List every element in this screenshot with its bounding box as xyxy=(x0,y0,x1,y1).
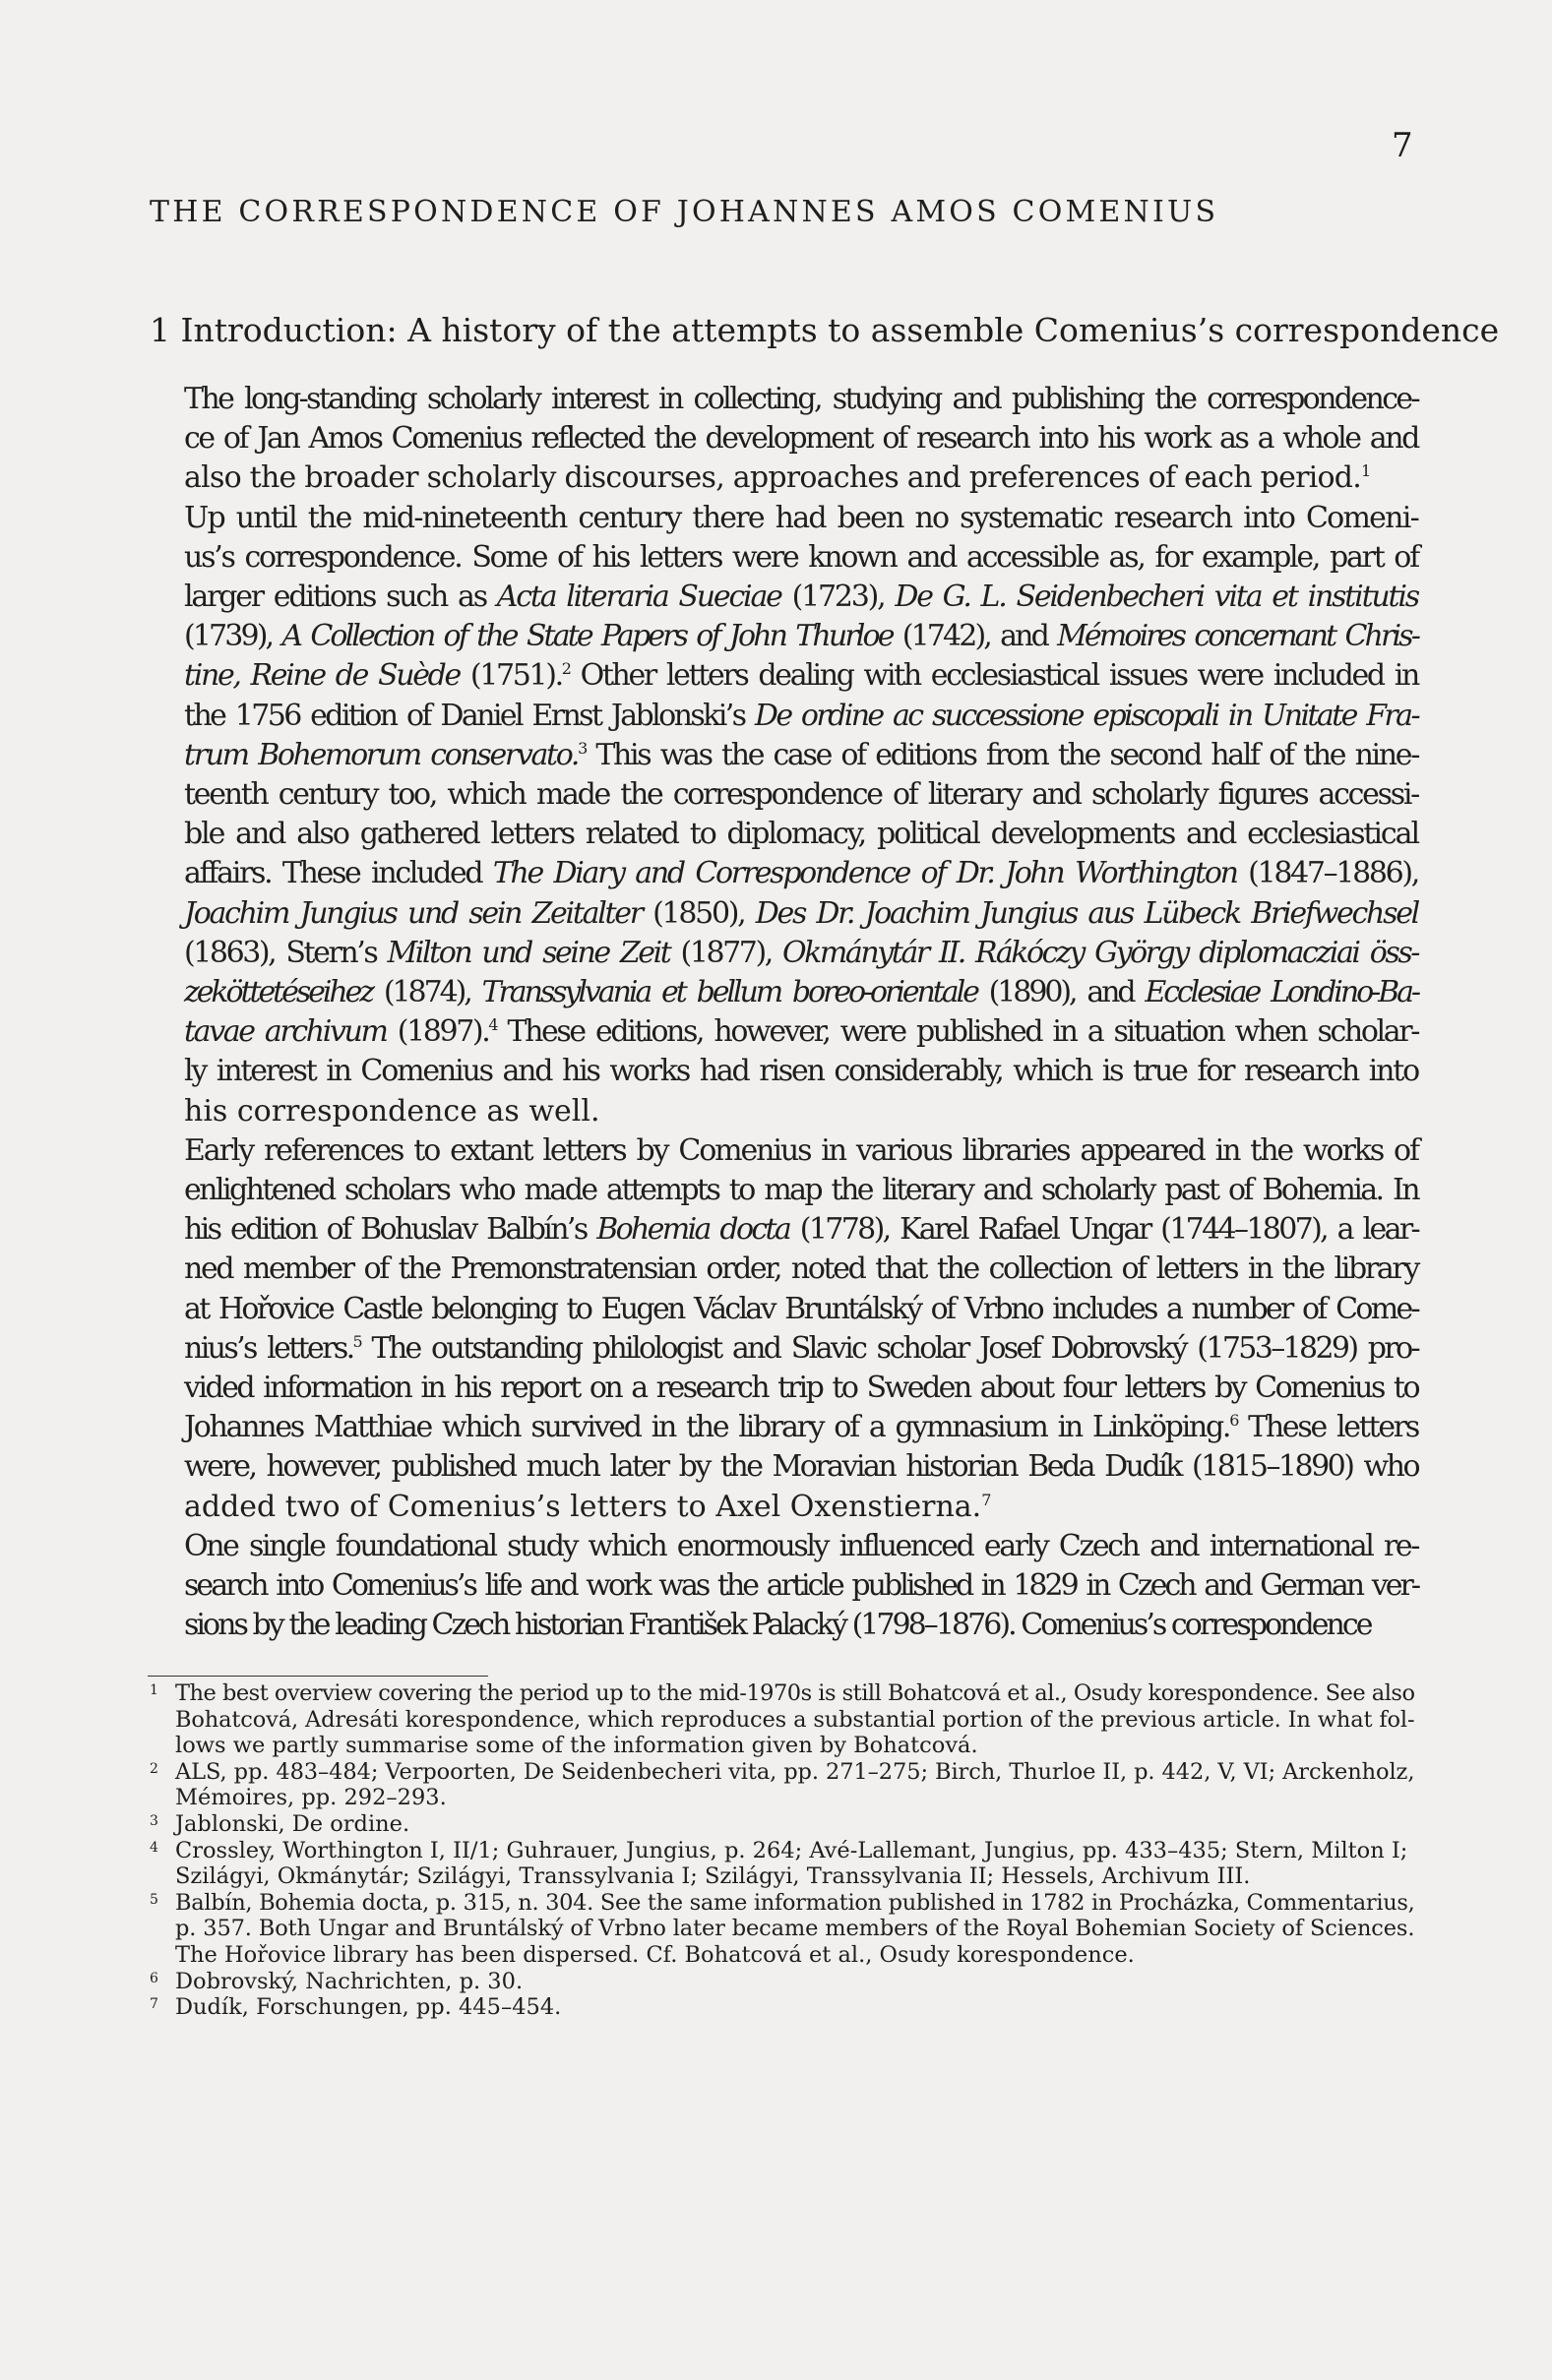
italic-title: trum Bohemorum conservato. xyxy=(184,737,579,772)
italic-title: De G. L. Seidenbecheri vita et institutis xyxy=(895,580,1419,615)
italic-title: Joachim Jungius und sein Zeitalter xyxy=(184,895,642,931)
footnote-line: The Hořovice library has been dispersed. Cf. Bohatcová et al., Osudy korespondence. xyxy=(175,1941,1135,1968)
footnote-divider xyxy=(148,1676,488,1677)
text-line xyxy=(145,1250,1418,1289)
text-line xyxy=(145,775,1418,815)
text-line xyxy=(145,1408,1418,1447)
footnote-line: The best overview covering the period up to the mid-1970s is still Bohatcová et al., Osudy korespondence. See also xyxy=(175,1680,1415,1706)
footnote-line: Dobrovský, Nachrichten, p. 30. xyxy=(175,1968,524,1994)
body-paragraph xyxy=(145,1527,1418,1646)
text-run: larger editions such as xyxy=(184,580,497,615)
body-paragraph xyxy=(145,1131,1418,1527)
text-run: (1778), Karel Rafael Ungar (1744–1807), a lear- xyxy=(789,1212,1419,1248)
footnote xyxy=(148,1994,1422,2021)
text-line xyxy=(145,1131,1418,1171)
italic-title: Transsylvania et bellum boreo-orientale xyxy=(481,975,977,1010)
text-line xyxy=(145,1329,1418,1369)
text-line xyxy=(145,736,1418,775)
footnote-marker: 6 xyxy=(1229,1411,1238,1431)
italic-title: A Collection of the State Papers of John Thurloe xyxy=(281,619,893,654)
text-line xyxy=(145,854,1418,893)
italic-title: tavae archivum xyxy=(184,1014,387,1050)
text-run: his correspondence as well. xyxy=(184,1093,600,1129)
italic-title: Bohemia docta xyxy=(596,1212,790,1248)
text-run: Johannes Matthiae which survived in the library of a gymnasium in Linköping. xyxy=(184,1410,1230,1445)
footnote-line: lows we partly summarise some of the information given by Bohatcová. xyxy=(175,1733,978,1759)
text-line xyxy=(145,1488,1418,1527)
text-run: nius’s letters. xyxy=(184,1330,353,1366)
text-run: vided information in his report on a research trip to Sweden about four letters by Comenius to xyxy=(184,1371,1418,1406)
text-line xyxy=(145,934,1418,973)
text-run: (1723), xyxy=(780,580,896,615)
body-paragraph xyxy=(145,380,1418,499)
text-run: (1863), Stern’s xyxy=(184,935,388,970)
footnote-line: p. 357. Both Ungar and Bruntálský of Vrbno later became members of the Royal Bohemian Society of Sciences. xyxy=(175,1916,1415,1942)
text-line xyxy=(145,578,1418,617)
text-line xyxy=(145,1210,1418,1250)
italic-title: Acta literaria Sueciae xyxy=(496,580,781,615)
text-line xyxy=(145,697,1418,736)
footnote-marker: 4 xyxy=(488,1015,497,1035)
text-run: affairs. These included xyxy=(184,856,493,891)
running-title: THE CORRESPONDENCE OF JOHANNES AMOS COMENIUS xyxy=(150,195,1219,229)
text-line xyxy=(145,458,1418,498)
footnote-line: Crossley, Worthington I, II/1; Guhrauer, Jungius, p. 264; Avé-Lallemant, Jungius, pp. 433–435; Stern, Milton I; xyxy=(175,1837,1408,1863)
text-line xyxy=(145,419,1418,458)
footnote xyxy=(148,1969,1422,1995)
text-run: The long-standing scholarly interest in collecting, studying and publishing the correspondence- xyxy=(184,382,1418,416)
text-run: The outstanding philologist and Slavic scholar Josef Dobrovský (1753–1829) pro- xyxy=(360,1330,1419,1366)
text-run: the 1756 edition of Daniel Ernst Jablonski’s xyxy=(184,698,755,733)
text-run: (1751). xyxy=(459,658,562,694)
text-run: ned member of the Premonstratensian order, noted that the collection of letters in the library xyxy=(184,1251,1418,1287)
footnote-line: Jablonski, De ordine. xyxy=(175,1810,410,1837)
text-run: (1890), and xyxy=(976,975,1146,1010)
footnote-marker: 5 xyxy=(352,1331,361,1351)
italic-title: De ordine ac successione episcopali in Unitate Fra- xyxy=(754,698,1418,733)
text-line xyxy=(145,1052,1418,1091)
text-run: This was the case of editions from the second half of the nine- xyxy=(585,737,1418,772)
text-line xyxy=(145,815,1418,854)
text-run: enlightened scholars who made attempts to map the literary and scholarly past of Bohemia. In xyxy=(184,1173,1418,1208)
text-run: sions by the leading Czech historian František Palacký (1798–1876). Comenius’s correspondence xyxy=(184,1608,1371,1643)
footnote-line: Mémoires, pp. 292–293. xyxy=(175,1785,447,1811)
footnote-marker: 1 xyxy=(1361,461,1371,481)
body-text xyxy=(145,380,1418,1646)
footnote-line: Bohatcová, Adresáti korespondence, which reproduces a substantial portion of the previous article. In what fol- xyxy=(175,1706,1415,1733)
footnote xyxy=(148,1680,1422,1759)
text-run: also the broader scholarly discourses, approaches and preferences of each period. xyxy=(184,460,1362,496)
text-run: (1847–1886), xyxy=(1236,856,1418,891)
text-line xyxy=(145,1527,1418,1566)
body-paragraph xyxy=(145,499,1418,1131)
text-run: Up until the mid-nineteenth century there had been no systematic research into Comeni- xyxy=(184,500,1418,535)
page-number: 7 xyxy=(1392,126,1413,165)
footnote-number: 6 xyxy=(150,1970,158,1986)
italic-title: zeköttetéseihez xyxy=(184,975,373,1010)
text-line xyxy=(145,617,1418,656)
text-run: added two of Comenius’s letters to Axel Oxenstierna. xyxy=(184,1489,982,1524)
text-line xyxy=(145,973,1418,1012)
text-run: These letters xyxy=(1237,1410,1419,1445)
text-run: One single foundational study which enormously influenced early Czech and international re- xyxy=(184,1528,1418,1563)
text-run: Early references to extant letters by Comenius in various libraries appeared in the works of xyxy=(184,1132,1418,1168)
footnote-line: Dudík, Forschungen, pp. 445–454. xyxy=(175,1994,562,2021)
footnote xyxy=(148,1811,1422,1838)
text-run: (1850), xyxy=(641,895,756,931)
footnote-number: 5 xyxy=(150,1891,158,1908)
text-run: (1877), xyxy=(669,935,782,970)
text-run: us’s correspondence. Some of his letters were known and accessible as, for example, part of xyxy=(184,539,1418,575)
italic-title: The Diary and Correspondence of Dr. John Worthington xyxy=(492,856,1237,891)
text-run: Other letters dealing with ecclesiastical issues were included in xyxy=(569,658,1418,694)
footnote-number: 4 xyxy=(150,1839,158,1856)
footnote-marker: 2 xyxy=(561,659,570,679)
text-run: (1874), xyxy=(372,975,482,1010)
text-line xyxy=(145,1012,1418,1052)
footnote xyxy=(148,1838,1422,1890)
text-line xyxy=(145,656,1418,696)
text-run: ce of Jan Amos Comenius reflected the development of research into his work as a whole and xyxy=(184,421,1418,457)
footnote-line: ALS, pp. 483–484; Verpoorten, De Seidenbecheri vita, pp. 271–275; Birch, Thurloe II, p. 442, V, VI; Arckenholz, xyxy=(175,1758,1415,1785)
footnote-line: Balbín, Bohemia docta, p. 315, n. 304. See the same information published in 1782 in Procházka, Commentarius, xyxy=(175,1889,1415,1916)
text-line xyxy=(145,894,1418,934)
text-run: his edition of Bohuslav Balbín’s xyxy=(184,1212,597,1248)
italic-title: Ecclesiae Londino-Ba- xyxy=(1145,975,1418,1010)
footnote-number: 1 xyxy=(150,1682,158,1698)
text-run: (1742), and xyxy=(892,619,1058,654)
text-line xyxy=(145,1171,1418,1210)
footnote-marker: 3 xyxy=(578,738,586,758)
footnote-number: 7 xyxy=(150,1996,158,2013)
text-run: (1897). xyxy=(386,1014,489,1050)
italic-title: Mémoires concernant Chris- xyxy=(1057,619,1418,654)
text-run: were, however, published much later by the Moravian historian Beda Dudík (1815–1890) who xyxy=(184,1449,1418,1485)
footnotes xyxy=(148,1680,1422,2021)
italic-title: Milton und seine Zeit xyxy=(387,935,670,970)
italic-title: tine, Reine de Suède xyxy=(184,658,460,694)
footnote xyxy=(148,1759,1422,1811)
section-heading: 1 Introduction: A history of the attempts to assemble Comenius’s correspondence xyxy=(150,311,1500,349)
text-line xyxy=(145,380,1418,419)
text-line xyxy=(145,538,1418,578)
text-line xyxy=(145,1092,1418,1131)
text-line xyxy=(145,1606,1418,1645)
text-run: teenth century too, which made the correspondence of literary and scholarly figures accessi- xyxy=(184,777,1418,813)
text-line xyxy=(145,1290,1418,1329)
text-run: (1739), xyxy=(184,619,282,654)
text-run: ble and also gathered letters related to diplomacy, political developments and ecclesiastical xyxy=(184,817,1418,852)
footnote-number: 2 xyxy=(150,1760,158,1777)
text-run: ly interest in Comenius and his works had risen considerably, which is true for research into xyxy=(184,1054,1418,1089)
text-run: at Hořovice Castle belonging to Eugen Václav Bruntálský of Vrbno includes a number of Come- xyxy=(184,1291,1418,1326)
text-run: These editions, however, were published in a situation when scholar- xyxy=(496,1014,1418,1050)
footnote-line: Szilágyi, Okmánytár; Szilágyi, Transsylvania I; Szilágyi, Transsylvania II; Hessels, Archivum III. xyxy=(175,1863,1251,1890)
text-line xyxy=(145,1447,1418,1487)
text-line xyxy=(145,1369,1418,1408)
text-run: search into Comenius’s life and work was the article published in 1829 in Czech and German ver- xyxy=(184,1568,1418,1604)
text-line xyxy=(145,499,1418,538)
italic-title: Des Dr. Joachim Jungius aus Lübeck Briefwechsel xyxy=(755,895,1418,931)
footnote-marker: 7 xyxy=(981,1490,992,1509)
text-line xyxy=(145,1566,1418,1606)
italic-title: Okmánytár II. Rákóczy György diplomacziai öss- xyxy=(781,935,1418,970)
footnote xyxy=(148,1890,1422,1969)
footnote-number: 3 xyxy=(150,1812,158,1829)
